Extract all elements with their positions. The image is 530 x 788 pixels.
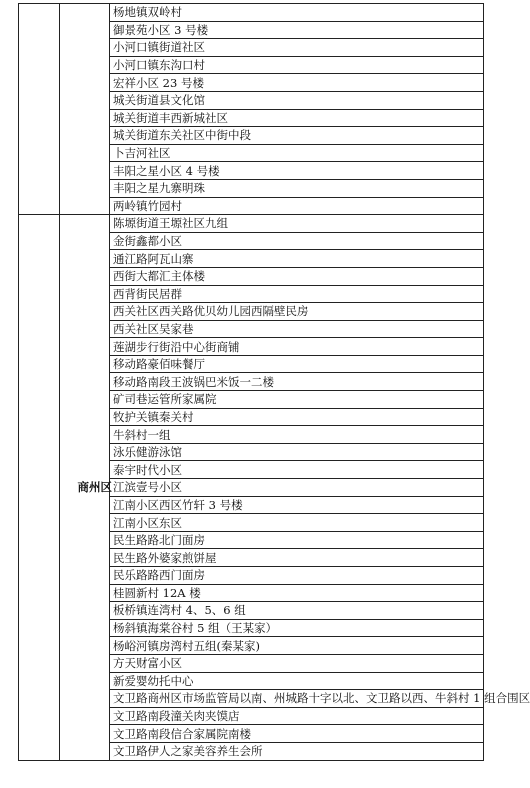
location-cell: 杨地镇双岭村 (110, 4, 484, 22)
location-cell: 板桥镇连湾村 4、5、6 组 (110, 602, 484, 620)
location-cell: 方天财富小区 (110, 654, 484, 672)
location-table (18, 3, 530, 761)
location-cell: 矿司巷运管所家属院 (110, 391, 484, 409)
location-cell: 牧护关镇秦关村 (110, 408, 484, 426)
location-cell: 江南小区东区 (110, 514, 484, 532)
location-cell: 西关社区西关路优贝幼儿园西隔壁民房 (110, 303, 484, 321)
location-cell: 丰阳之星小区 4 号楼 (110, 162, 484, 180)
location-cell: 通江路阿瓦山寨 (110, 250, 484, 268)
location-cell: 城关街道丰西新城社区 (110, 109, 484, 127)
location-cell: 西背街民居群 (110, 285, 484, 303)
district-cell (60, 215, 110, 760)
location-cell: 泳乐健游泳馆 (110, 443, 484, 461)
location-cell: 陈塬街道王塬社区九组 (110, 215, 484, 233)
table-row (19, 215, 484, 233)
location-cell: 新爱婴幼托中心 (110, 672, 484, 690)
index-cell (19, 215, 60, 760)
location-cell: 小河口镇街道社区 (110, 39, 484, 57)
location-cell: 西关社区吴家巷 (110, 320, 484, 338)
location-cell: 城关街道东关社区中街中段 (110, 127, 484, 145)
district-cell (60, 4, 110, 215)
location-cell: 民乐路路西门面房 (110, 567, 484, 585)
location-cell: 江滨壹号小区 (110, 479, 484, 497)
location-cell: 泰宇时代小区 (110, 461, 484, 479)
location-cell: 城关街道县文化馆 (110, 91, 484, 109)
location-cell: 丰阳之星九寨明珠 (110, 179, 484, 197)
location-cell: 移动路豪佰味餐厅 (110, 355, 484, 373)
location-cell: 桂圆新村 12A 楼 (110, 584, 484, 602)
location-cell: 移动路南段王波锅巴米饭一二楼 (110, 373, 484, 391)
index-cell (19, 4, 60, 215)
district-name: 商州区 (77, 479, 112, 494)
location-cell: 西街大都汇主体楼 (110, 267, 484, 285)
location-cell: 卜吉河社区 (110, 144, 484, 162)
table-row (19, 4, 484, 22)
location-cell: 文卫路南段潼关肉夹馍店 (110, 707, 484, 725)
location-cell: 金街鑫都小区 (110, 232, 484, 250)
location-cell: 文卫路商州区市场监管局以南、州城路十字以北、文卫路以西、牛斜村 1 组合围区 (110, 690, 484, 708)
location-cell: 两岭镇竹园村 (110, 197, 484, 215)
location-cell: 杨峪河镇房湾村五组(秦某家) (110, 637, 484, 655)
location-cell: 文卫路南段信合家属院南楼 (110, 725, 484, 743)
location-cell: 民生路外婆家煎饼屋 (110, 549, 484, 567)
table-body (19, 4, 530, 761)
location-cell: 牛斜村一组 (110, 426, 484, 444)
location-cell: 杨斜镇海棠谷村 5 组（王某家） (110, 619, 484, 637)
location-cell: 御景苑小区 3 号楼 (110, 21, 484, 39)
location-cell: 江南小区西区竹轩 3 号楼 (110, 496, 484, 514)
location-cell: 民生路路北门面房 (110, 531, 484, 549)
location-cell: 小河口镇东沟口村 (110, 56, 484, 74)
location-cell: 宏祥小区 23 号楼 (110, 74, 484, 92)
location-cell: 莲湖步行街沿中心街商铺 (110, 338, 484, 356)
location-cell: 文卫路伊人之家美容养生会所 (110, 742, 484, 760)
